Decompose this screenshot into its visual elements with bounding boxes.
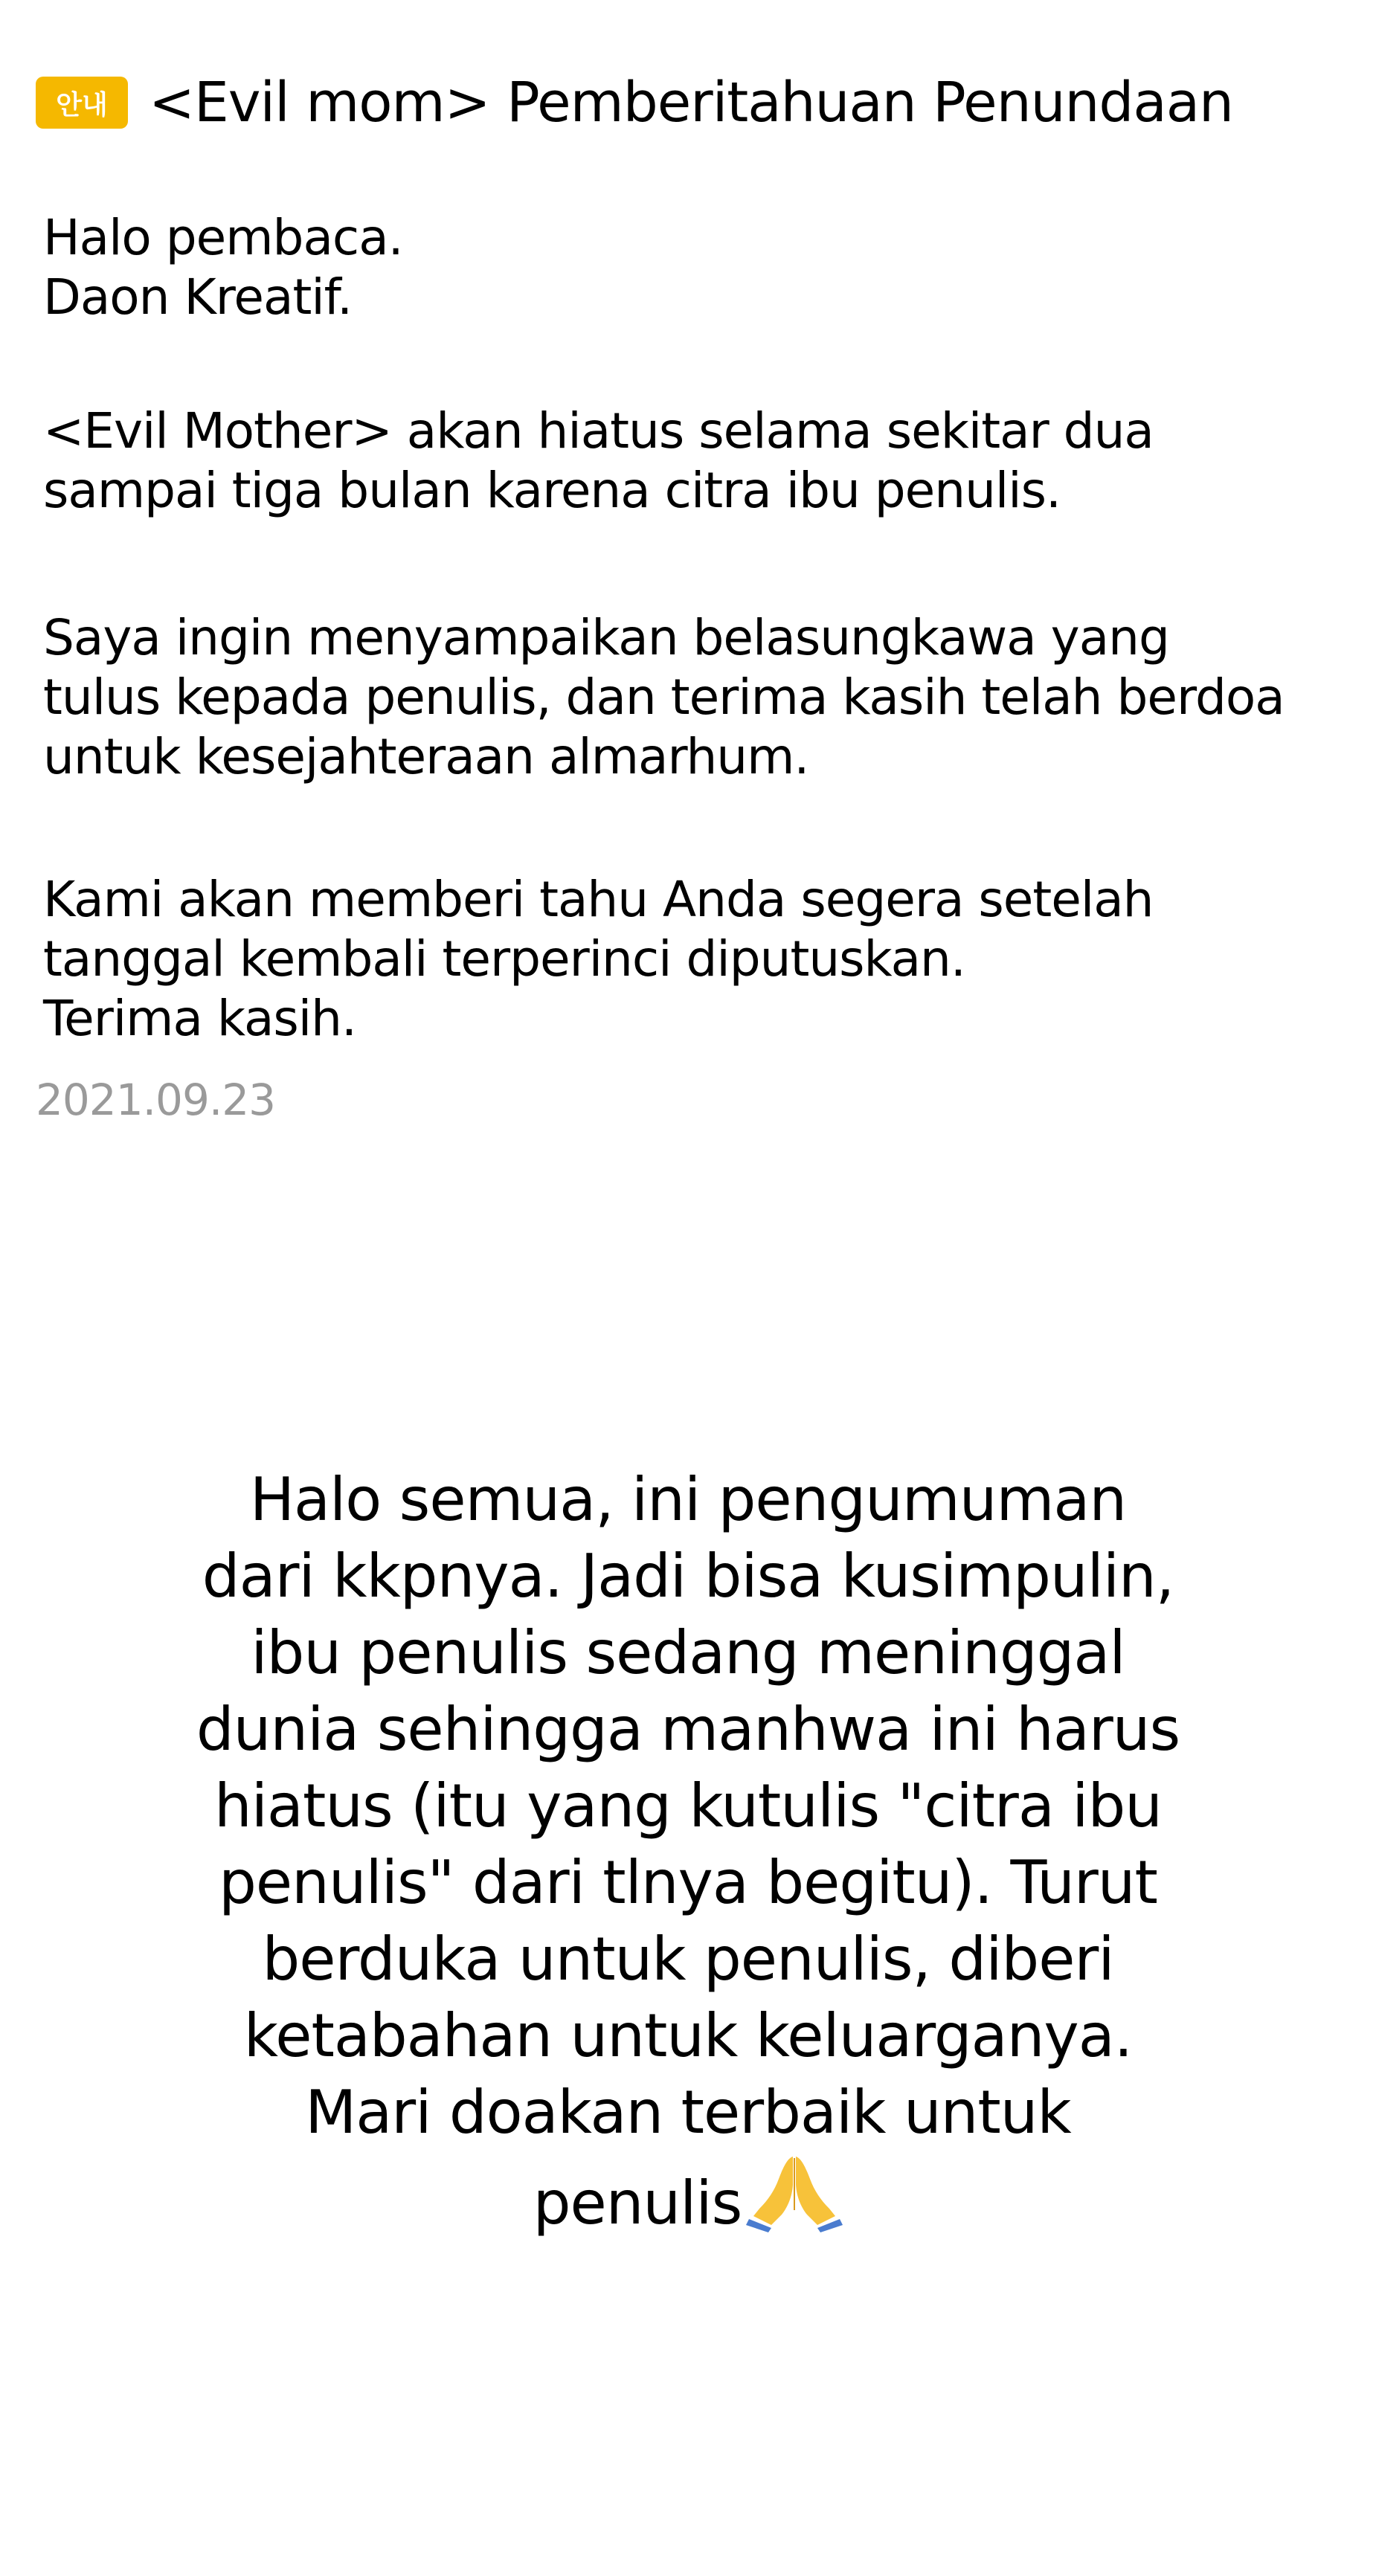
note-line: Mari doakan terbaik untuk [305, 2078, 1071, 2147]
condolence-line: untuk kesejahteraan almarhum. [43, 728, 809, 785]
note-line: Halo semua, ini pengumuman [249, 1465, 1127, 1534]
closing-line: Kami akan memberi tahu Anda segera setelah [43, 871, 1154, 928]
closing-paragraph [43, 870, 1153, 1049]
notice-title: <Evil mom> Pemberitahuan Penundaan [149, 71, 1233, 135]
note-line: hiatus (itu yang kutulis "citra ibu [214, 1771, 1162, 1841]
praying-hands-icon [746, 2151, 843, 2232]
greeting-line: Halo pembaca. [43, 209, 403, 266]
note-line: penulis" dari tlnya begitu). Turut [219, 1848, 1157, 1917]
note-line: dari kkpnya. Jadi bisa kusimpulin, [202, 1542, 1174, 1611]
closing-line: Terima kasih. [43, 990, 356, 1047]
hiatus-line: sampai tiga bulan karena citra ibu penulis. [43, 462, 1061, 519]
greeting-line: Daon Kreatif. [43, 268, 353, 326]
notice-badge: 안내 [36, 77, 128, 129]
note-line: dunia sehingga manhwa ini harus [196, 1695, 1180, 1764]
note-line: ketabahan untuk keluarganya. [243, 2001, 1133, 2070]
note-line: berduka untuk penulis, diberi [262, 1925, 1114, 1994]
condolence-paragraph [43, 608, 1285, 787]
condolence-line: tulus kepada penulis, dan terima kasih telah berdoa [43, 669, 1285, 726]
note-line: ibu penulis sedang meninggal [251, 1618, 1125, 1687]
translator-note [74, 1461, 1302, 2241]
condolence-line: Saya ingin menyampaikan belasungkawa yang [43, 609, 1169, 666]
hiatus-line: <Evil Mother> akan hiatus selama sekitar dua [43, 402, 1154, 460]
closing-line: tanggal kembali terperinci diputuskan. [43, 930, 965, 988]
note-last-line [74, 2151, 1302, 2241]
notice-header [36, 71, 1233, 134]
note-line: penulis [533, 2168, 742, 2238]
notice-date: 2021.09.23 [36, 1075, 276, 1125]
hiatus-paragraph [43, 402, 1154, 521]
greeting-paragraph [43, 208, 403, 327]
